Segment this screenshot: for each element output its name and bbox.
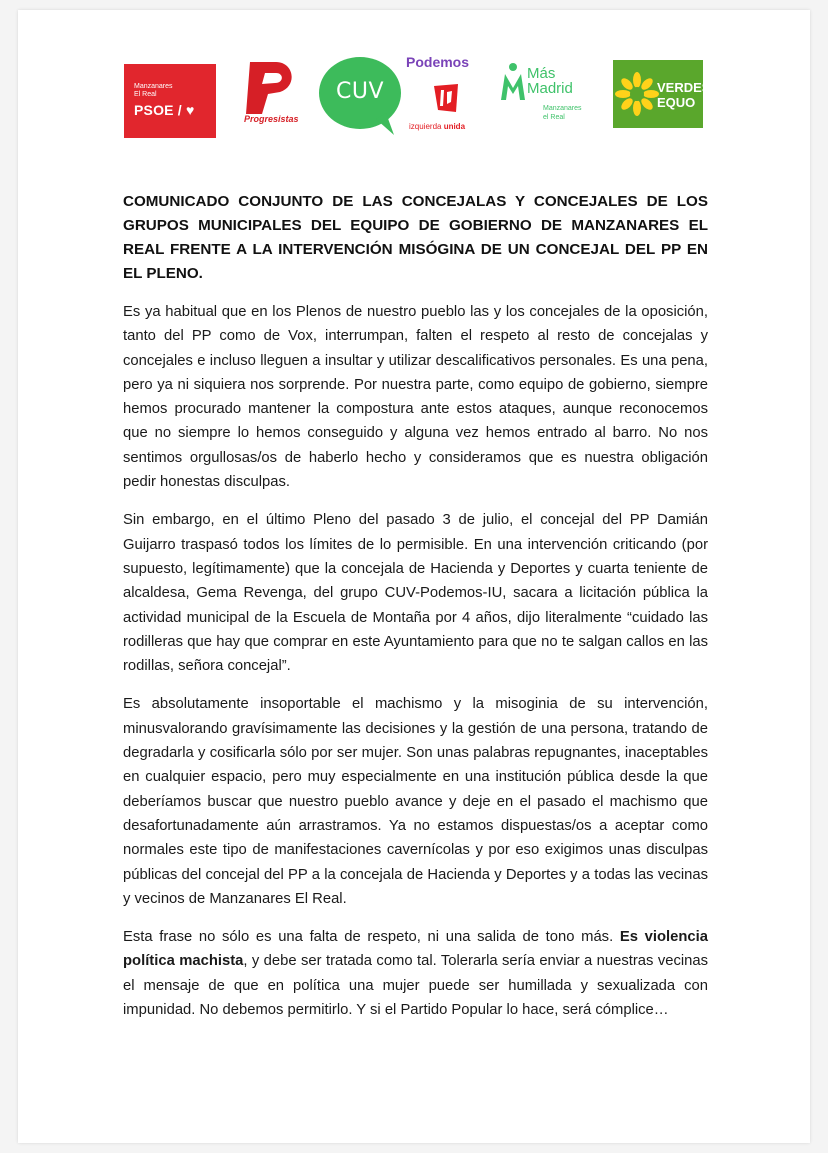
psoe-location-line2: El Real	[134, 91, 157, 98]
paragraph-3: Es absolutamente insoportable el machismo y la misoginia de su intervención, minusvalorando gravísimamente las decisiones y la gestión de una persona, tratando de degradarla y cosificarla sólo por ser mujer. Son unas palabras repugnantes, inaceptables en cualquier espacio, pero muy especialmente en una institución pública desde la que deberíamos buscar que nuestro pueblo avance y deje en el pasado el machismo que desafortunadamente aún arrastramos. Ya no estamos dispuestas/os a aceptar como normales este tipo de manifestaciones cavernícolas y por eso exigimos unas disculpas públicas del concejal del PP a la concejala de Hacienda y Deportes y a todas las vecinas y vecinos de Manzanares El Real.	[123, 696, 708, 907]
psoe-location-line1: Manzanares	[134, 83, 173, 90]
paragraph-4-emphasis: Es violencia política machista	[123, 929, 708, 970]
podemos-iu-logo	[406, 54, 486, 138]
progresistas-logo	[240, 58, 300, 138]
verdes-equo-line1: VERDES	[657, 80, 711, 95]
paragraph-4-start: Esta frase no sólo es una falta de respeto, ni una salida de tono más.	[123, 929, 620, 946]
progresistas-p-icon	[240, 58, 300, 116]
mas-madrid-name	[527, 66, 573, 96]
sunflower-icon	[615, 72, 659, 116]
podemos-label: Podemos	[406, 54, 470, 70]
mas-madrid-line1: Más	[527, 65, 556, 82]
psoe-name: PSOE / ♥	[134, 102, 195, 118]
psoe-logo	[124, 64, 216, 138]
mas-madrid-line2: Madrid	[527, 80, 573, 97]
verdes-equo-logo	[613, 60, 711, 128]
iu-label	[409, 122, 465, 131]
paragraph-4	[123, 925, 708, 1022]
progresistas-label: Progresistas	[244, 114, 299, 124]
document-title: COMUNICADO CONJUNTO DE LAS CONCEJALAS Y CONCEJALES DE LOS GRUPOS MUNICIPALES DEL EQUIPO DE GOBIERNO DE MANZANARES EL REAL FRENTE A LA INTERVENCIÓN MISÓGINA DE UN CONCEJAL DEL PP EN EL PLENO.	[123, 193, 708, 282]
mas-madrid-logo	[499, 62, 599, 138]
iu-label-prefix: izquierda	[409, 122, 444, 131]
verdes-equo-name	[657, 80, 710, 110]
iu-star-icon	[426, 78, 466, 118]
verdes-equo-line2: EQUO	[657, 95, 696, 110]
document-page	[18, 10, 810, 1143]
paragraph-2: Sin embargo, en el último Pleno del pasado 3 de julio, el concejal del PP Damián Guijarro traspasó todos los límites de lo permisible. En una intervención criticando (por supuesto, legítimamente) que la concejala de Hacienda y Deportes y cuarta teniente de alcaldesa, Gema Revenga, del grupo CUV-Podemos-IU, sacara a licitación pública la actividad municipal de la Escuela de Montaña por 4 años, dijo literalmente “cuidado las rodilleras que hay que comprar en este Ayuntamiento para que no te salgan callos en las rodillas, señora concejal”.	[123, 512, 708, 675]
cuv-logo	[318, 57, 408, 137]
party-logos	[18, 54, 810, 144]
psoe-location	[134, 83, 173, 99]
document-body	[123, 300, 708, 1036]
mas-madrid-m-icon	[499, 62, 527, 102]
cuv-label: CUV	[335, 79, 384, 104]
paragraph-1: Es ya habitual que en los Plenos de nuestro pueblo las y los concejales de la oposición, tanto del PP como de Vox, interrumpan, falten el respeto al resto de concejalas y concejales e incluso lleguen a insultar y utilizar descalificativos personales. Es una pena, pero ya ni siquiera nos sorprende. Por nuestra parte, como equipo de gobierno, siempre hemos procurado mantener la compostura ante estos ataques, aunque reconocemos que no siempre lo hemos conseguido y alguna vez hemos entrado al barro. No nos sentimos orgullosas/os de haberlo hecho y consideramos que es nuestra obligación pedir honestas disculpas.	[123, 304, 708, 491]
mas-madrid-sub2: el Real	[543, 114, 565, 121]
mas-madrid-sub1: Manzanares	[543, 105, 582, 112]
paragraph-4-end: , y debe ser tratada como tal. Tolerarla sería enviar a nuestras vecinas el mensaje de que en política una mujer puede ser humillada y sexualizada con impunidad. No debemos permitirlo. Y si el Partido Popular lo hace, será cómplice…	[123, 953, 708, 1019]
mas-madrid-location	[543, 104, 582, 122]
iu-label-suffix: unida	[443, 122, 466, 131]
